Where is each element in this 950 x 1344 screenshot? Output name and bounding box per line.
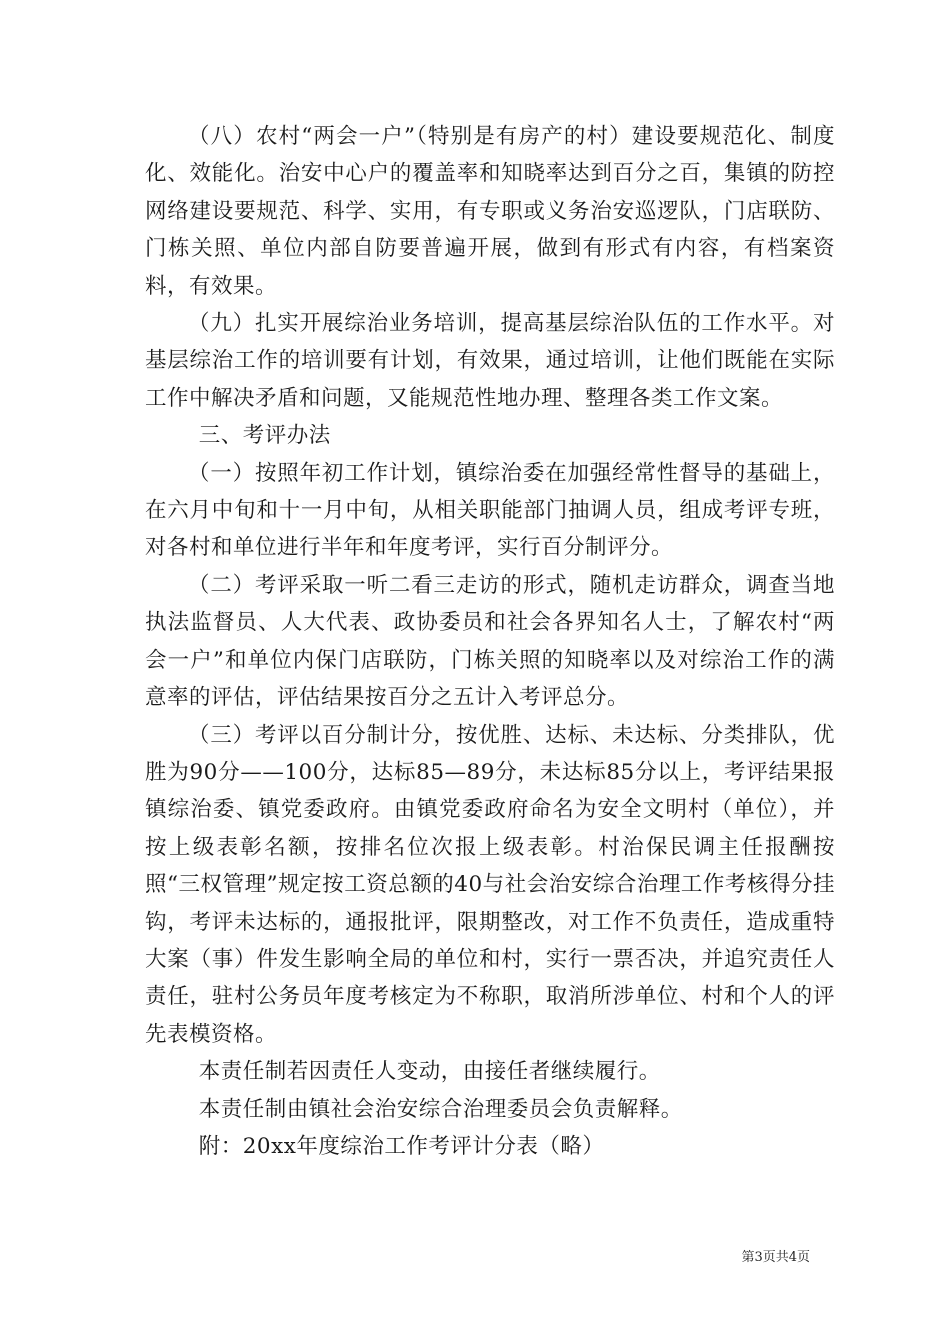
closing-line-succession: 本责任制若因责任人变动，由接任者继续履行。 [198, 1059, 661, 1085]
page-number-footer: 第3页共4页 [741, 1250, 810, 1265]
closing-line-interpretation: 本责任制由镇社会治安综合治理委员会负责解释。 [198, 1096, 683, 1122]
paragraph-item-2: （二）考评采取一听二看三走访的形式，随机走访群众，调查当地执法监督员、人大代表、政协委员和社会各界知名人士，了解农村“两会一户”和单位内保门店联防，门栋关照的知晓率以及对综治工作的满意率的评估，评估结果按百分之五计入考评总分。 [145, 572, 835, 711]
paragraph-item-3: （三）考评以百分制计分，按优胜、达标、未达标、分类排队，优胜为90分——100分，达标85—89分，未达标85分以上，考评结果报镇综治委、镇党委政府。由镇党委政府命名为安全文明村（单位），并按上级表彰名额，按排名位次报上级表彰。村治保民调主任报酬按照“三权管理”规定按工资总额的40与社会治安综合治理工作考核得分挂钩，考评未达标的，通报批评，限期整改，对工作不负责任，造成重特大案（事）件发生影响全局的单位和村，实行一票否决，并追究责任人责任，驻村公务员年度考核定为不称职，取消所涉单位、村和个人的评先表模资格。 [145, 722, 835, 1047]
section-heading: 三、考评办法 [198, 423, 331, 449]
paragraph-item-1: （一）按照年初工作计划，镇综治委在加强经常性督导的基础上，在六月中旬和十一月中旬，从相关职能部门抽调人员，组成考评专班，对各村和单位进行半年和年度考评，实行百分制评分。 [145, 460, 835, 561]
document-body [145, 118, 835, 1165]
closing-line-attachment: 附：20xx年度综治工作考评计分表（略） [198, 1133, 605, 1159]
paragraph-item-8: （八）农村“两会一户”（特别是有房产的村）建设要规范化、制度化、效能化。治安中心户的覆盖率和知晓率达到百分之百，集镇的防控网络建设要规范、科学、实用，有专职或义务治安巡逻队，门店联防、门栋关照、单位内部自防要普遍开展，做到有形式有内容，有档案资料，有效果。 [145, 124, 835, 299]
paragraph-item-9: （九）扎实开展综治业务培训，提高基层综治队伍的工作水平。对基层综治工作的培训要有计划，有效果，通过培训，让他们既能在实际工作中解决矛盾和问题，又能规范性地办理、整理各类工作文案。 [145, 311, 835, 411]
